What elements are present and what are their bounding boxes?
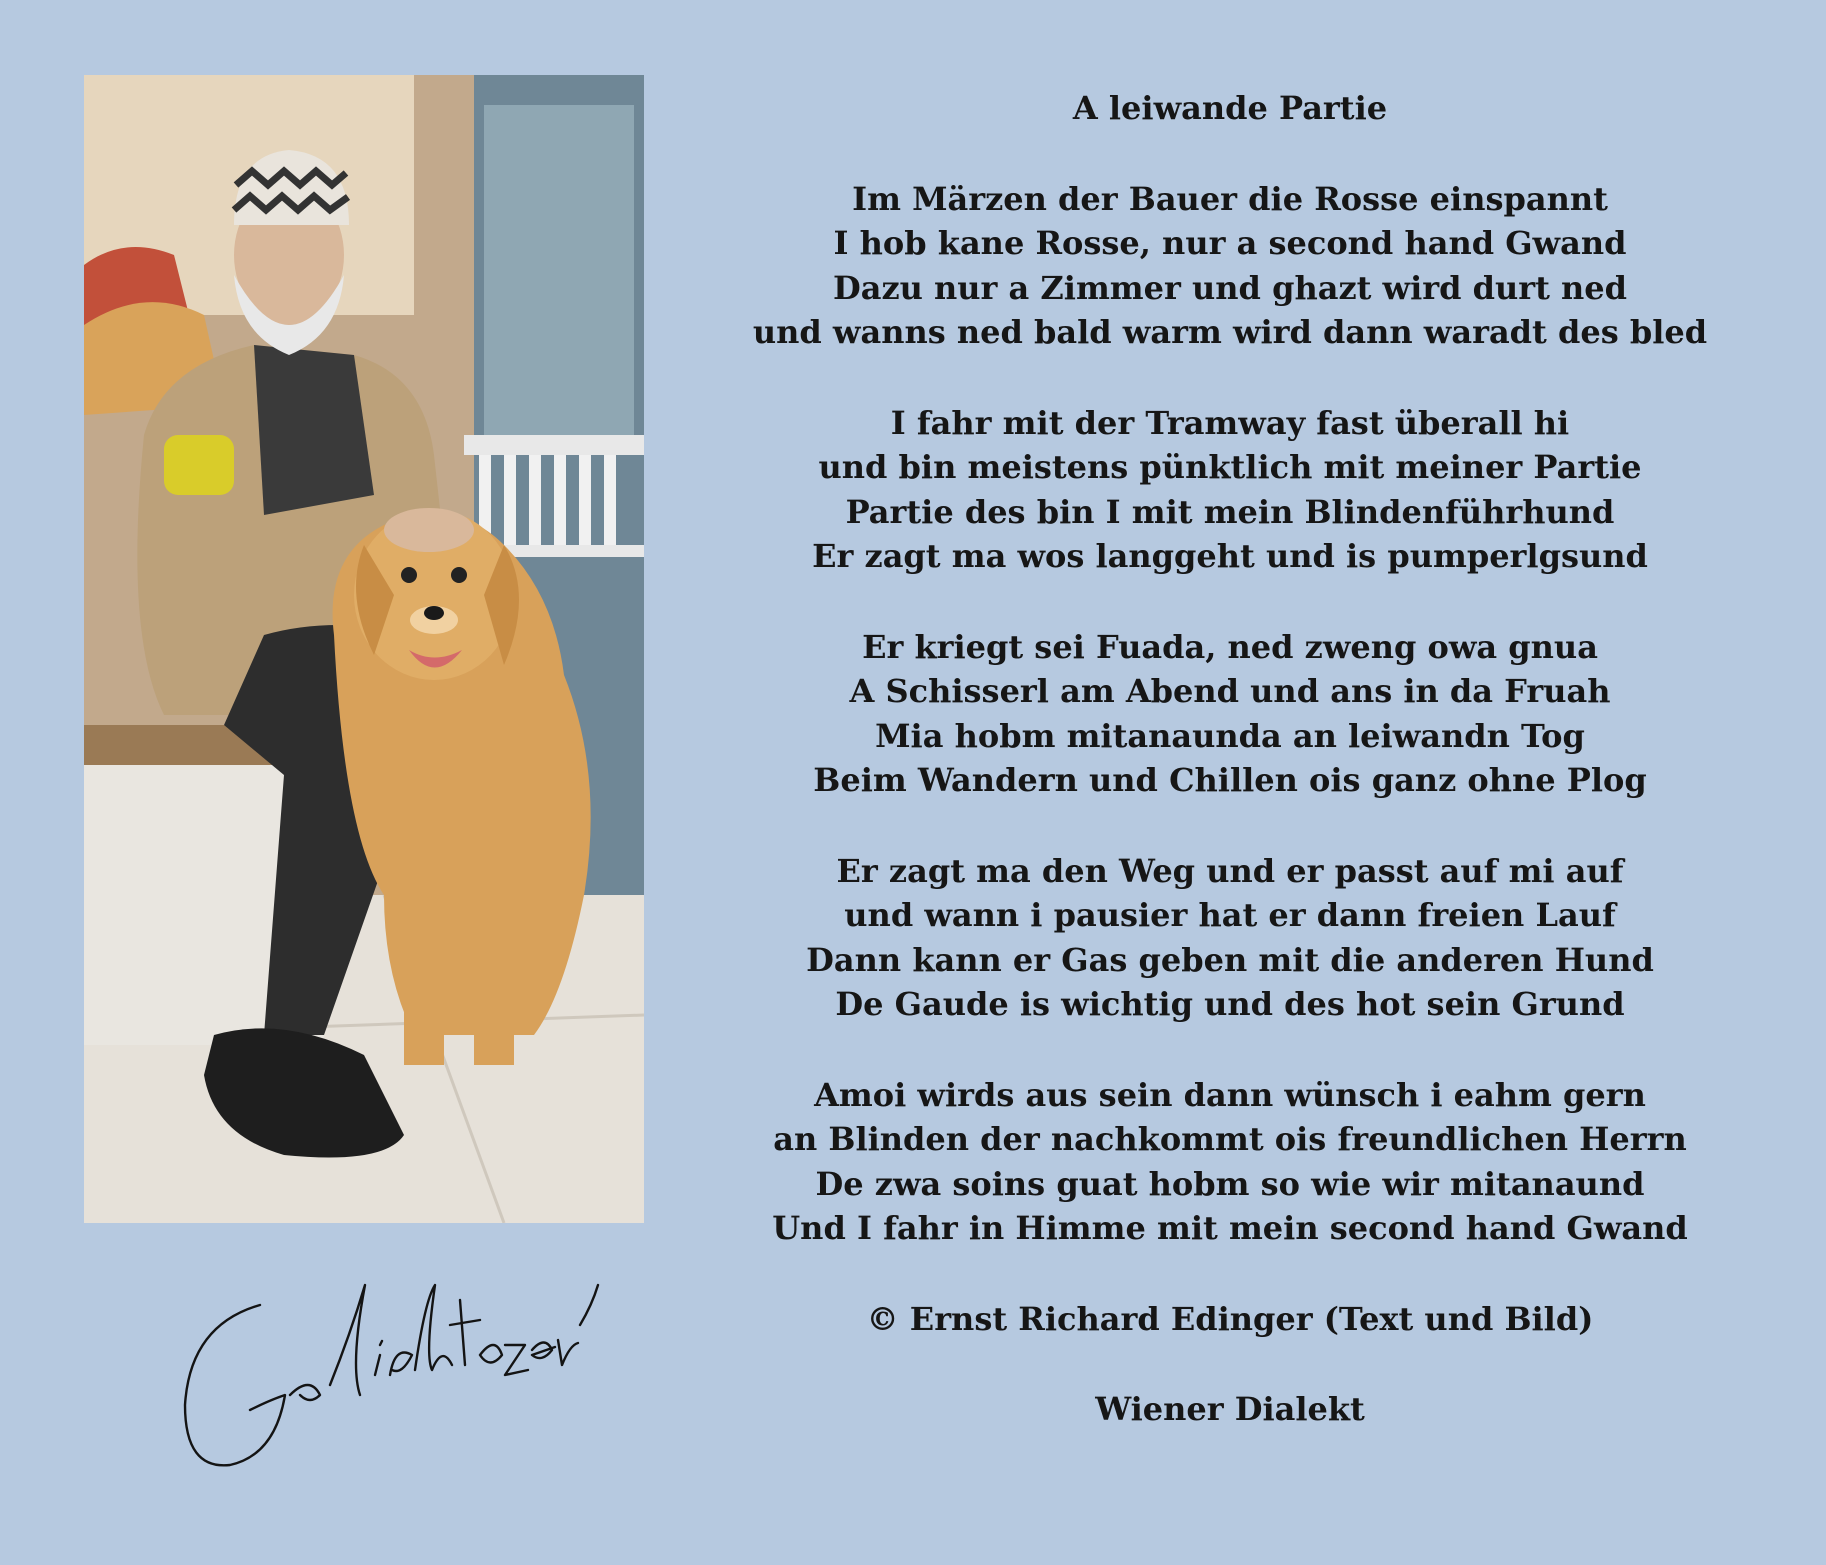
stanza-3 (700, 625, 1760, 803)
poem-line: und wann i pausier hat er dann freien Lauf (844, 896, 1616, 934)
poem-line: Und I fahr in Himme mit mein second hand Gwand (772, 1209, 1688, 1247)
signature-handwriting (180, 1245, 600, 1485)
poem-line: A Schisserl am Abend und ans in da Fruah (849, 672, 1611, 710)
poem-line: Amoi wirds aus sein dann wünsch i eahm gern (814, 1075, 1646, 1114)
poem-line: Er zagt ma den Weg und er passt auf mi auf (836, 851, 1624, 890)
poem-line: I hob kane Rosse, nur a second hand Gwand (833, 224, 1627, 262)
poem-line: Im Märzen der Bauer die Rosse einspannt (852, 179, 1608, 218)
photo-man-with-guide-dog (84, 75, 644, 1223)
poem-line: I fahr mit der Tramway fast überall hi (890, 403, 1570, 442)
poem (700, 86, 1760, 1432)
poem-line: De Gaude is wichtig und des hot sein Grund (835, 985, 1625, 1023)
poem-line: Beim Wandern und Chillen ois ganz ohne Plog (813, 761, 1647, 799)
poem-line: De zwa soins guat hobm so wie wir mitanaund (815, 1164, 1645, 1203)
stanza-4 (700, 849, 1760, 1027)
stanza-5 (700, 1073, 1760, 1251)
dialect-label: Wiener Dialekt (1095, 1390, 1365, 1428)
poem-line: Mia hobm mitanaunda an leiwandn Tog (875, 716, 1585, 755)
stanza-2 (700, 401, 1760, 579)
poem-line: Partie des bin I mit mein Blindenführhund (845, 492, 1615, 531)
poem-line: und wanns ned bald warm wird dann waradt des bled (752, 313, 1708, 351)
poem-line: Dazu nur a Zimmer und ghazt wird durt ned (832, 268, 1628, 307)
copyright-notice: © Ernst Richard Edinger (Text und Bild) (866, 1299, 1594, 1338)
poem-line: Dann kann er Gas geben mit die anderen Hund (806, 940, 1654, 979)
photo-illustration (84, 75, 644, 1223)
poem-title: A leiwande Partie (1072, 89, 1388, 127)
signature-gedichtezauber (180, 1245, 600, 1485)
poem-line: an Blinden der nachkommt ois freundlichen Herrn (773, 1120, 1687, 1158)
poem-line: und bin meistens pünktlich mit meiner Partie (818, 448, 1642, 486)
stanza-1 (700, 177, 1760, 355)
poem-line: Er kriegt sei Fuada, ned zweng owa gnua (862, 627, 1598, 666)
poem-line: Er zagt ma wos langgeht und is pumperlgsund (812, 537, 1648, 575)
